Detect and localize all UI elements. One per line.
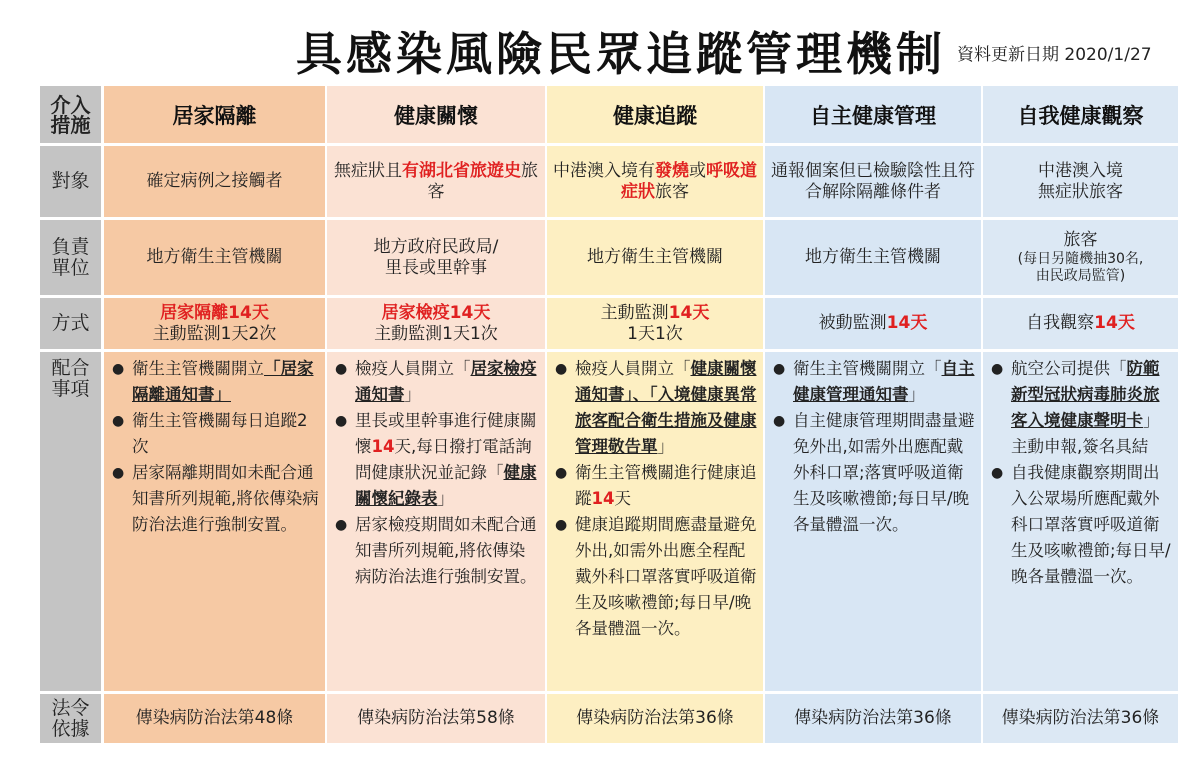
- method-c3-b: 14天: [668, 302, 710, 323]
- unit-c2-b: 里長或里幹事: [384, 257, 487, 278]
- method-c1-b: 主動監測1天2次: [152, 323, 277, 344]
- row-label-law: 法令依據: [40, 694, 104, 746]
- law-c5: 傳染病防治法第36條: [983, 694, 1180, 746]
- row-label-target: 對象: [40, 146, 104, 220]
- method-c5: [983, 298, 1180, 352]
- method-c5-a: 自我觀察: [1026, 313, 1095, 333]
- method-c1: [104, 298, 327, 352]
- unit-c5-a: 旅客: [1063, 230, 1098, 250]
- measure-item: ● 衛生主管機關開立「自主健康管理通知書」: [773, 356, 975, 408]
- col-header-health-care: 健康關懷: [327, 86, 547, 146]
- col-header-self-management: 自主健康管理: [765, 86, 983, 146]
- method-c4-b: 14天: [886, 313, 928, 333]
- row-label-measures: 配合事項: [40, 352, 104, 694]
- unit-c2: [327, 220, 547, 298]
- target-c2-b: 有湖北省旅遊史: [402, 160, 521, 181]
- measures-c5: [983, 352, 1180, 694]
- method-c2-b: 主動監測1天1次: [374, 323, 498, 344]
- header: [0, 0, 1200, 82]
- measure-item: ● 檢疫人員開立「居家檢疫通知書」: [335, 356, 539, 408]
- target-c3-c: 或: [689, 160, 706, 181]
- measure-item: ● 衛生主管機關每日追蹤2次: [112, 408, 319, 460]
- target-c3-a: 中港澳入境有: [553, 160, 655, 181]
- measure-item: ● 健康追蹤期間應盡量避免外出,如需外出應全程配戴外科口罩落實呼吸道衛生及咳嗽禮節;每日早/晚各量體溫一次。: [555, 512, 757, 642]
- target-c5-a: 中港澳入境: [1038, 160, 1123, 181]
- measure-item: ● 自我健康觀察期間出入公眾場所應配戴外科口罩落實呼吸道衛生及咳嗽禮節;每日早/晚各量體溫一次。: [991, 460, 1172, 590]
- measure-item: ● 里長或里幹事進行健康關懷14天,每日撥打電話詢問健康狀況並記錄「健康關懷紀錄表」: [335, 408, 539, 512]
- update-date: 資料更新日期 2020/1/27: [957, 45, 1152, 65]
- page-title: 具感染風險民眾追蹤管理機制: [296, 27, 946, 81]
- unit-c4: 地方衛生主管機關: [765, 220, 983, 298]
- measure-item: ● 自主健康管理期間盡量避免外出,如需外出應配戴外科口罩;落實呼吸道衛生及咳嗽禮節;每日早/晚各量體溫一次。: [773, 408, 975, 538]
- col-header-self-observation: 自我健康觀察: [983, 86, 1180, 146]
- method-c4-a: 被動監測: [818, 313, 887, 333]
- method-c5-b: 14天: [1094, 313, 1135, 333]
- target-c3-d: 呼吸道症狀: [621, 160, 757, 202]
- law-c4: 傳染病防治法第36條: [765, 694, 983, 746]
- col-header-health-tracking: 健康追蹤: [547, 86, 765, 146]
- target-c5-b: 無症狀旅客: [1038, 181, 1123, 202]
- method-c3: [547, 298, 765, 352]
- unit-c5-c: 由民政局監管): [1035, 268, 1126, 284]
- target-c1: 確定病例之接觸者: [104, 146, 327, 220]
- method-c2-a: 居家檢疫14天: [381, 302, 491, 323]
- measures-table: [40, 86, 1180, 746]
- measure-item: ● 居家隔離期間如未配合通知書所列規範,將依傳染病防治法進行強制安置。: [112, 460, 319, 538]
- target-c2-a: 無症狀且: [334, 160, 402, 181]
- method-c1-a: 居家隔離14天: [160, 302, 269, 323]
- target-c4: 通報個案但已檢驗陰性且符合解除隔離條件者: [765, 146, 983, 220]
- measures-c3: [547, 352, 765, 694]
- method-c2: [327, 298, 547, 352]
- target-c3-b: 發燒: [655, 160, 689, 181]
- unit-c5: [983, 220, 1180, 298]
- measure-item: ● 居家檢疫期間如未配合通知書所列規範,將依傳染病防治法進行強制安置。: [335, 512, 539, 590]
- unit-c1: 地方衛生主管機關: [104, 220, 327, 298]
- law-c1: 傳染病防治法第48條: [104, 694, 327, 746]
- measures-c4: [765, 352, 983, 694]
- measures-c2: [327, 352, 547, 694]
- measures-c1: [104, 352, 327, 694]
- row-label-unit: 負責單位: [40, 220, 104, 298]
- unit-c5-b: (每日另隨機抽30名,: [1017, 251, 1144, 267]
- col-header-home-isolation: 居家隔離: [104, 86, 327, 146]
- row-label-header: 介入措施: [40, 86, 104, 146]
- method-c3-c: 1天1次: [627, 323, 683, 344]
- measure-item: ● 衛生主管機關開立「居家隔離通知書」: [112, 356, 319, 408]
- law-c2: 傳染病防治法第58條: [327, 694, 547, 746]
- target-c2: [327, 146, 547, 220]
- row-label-method: 方式: [40, 298, 104, 352]
- target-c2-c: 旅客: [427, 160, 538, 202]
- unit-c2-a: 地方政府民政局/: [373, 236, 499, 257]
- unit-c3: 地方衛生主管機關: [547, 220, 765, 298]
- law-c3: 傳染病防治法第36條: [547, 694, 765, 746]
- target-c3-e: 旅客: [655, 181, 689, 202]
- method-c3-a: 主動監測: [600, 302, 669, 323]
- measure-item: ● 衛生主管機關進行健康追蹤14天: [555, 460, 757, 512]
- measure-item: ● 檢疫人員開立「健康關懷通知書」、「入境健康異常旅客配合衛生措施及健康管理敬告單」: [555, 356, 757, 460]
- target-c3: [547, 146, 765, 220]
- method-c4: [765, 298, 983, 352]
- measure-item: ● 航空公司提供「防範新型冠狀病毒肺炎旅客入境健康聲明卡」主動申報,簽名具結: [991, 356, 1172, 460]
- target-c5: [983, 146, 1180, 220]
